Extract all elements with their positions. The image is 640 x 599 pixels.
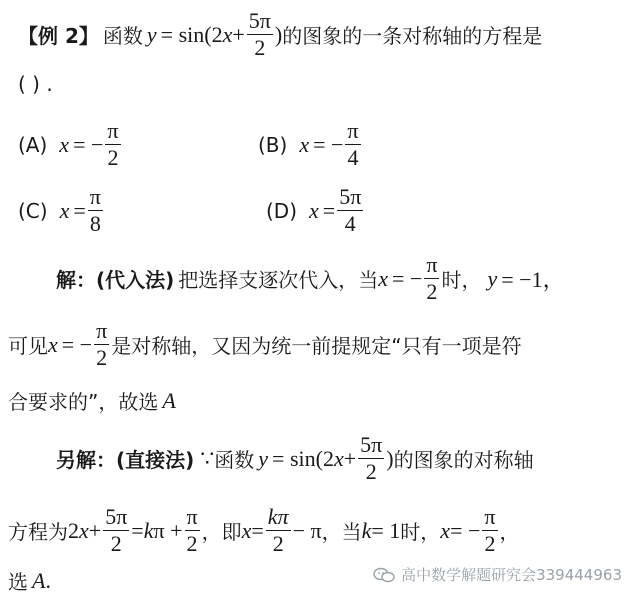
fraction: $\frac{5\pi}{2}$ [360,432,383,484]
math-text: = − [392,265,423,291]
math-var: x [59,197,70,223]
question-text: 的图象的一条对称轴的方程是 [282,24,543,48]
math-var: x [309,197,319,223]
alt-text: 方程为 [8,520,68,544]
math-var: x [79,517,89,543]
option-label: (C) [18,198,48,223]
fraction: $\frac{5\pi}{2}$ [248,8,271,60]
alt-text: ， [499,520,520,544]
option-label: (B) [258,132,288,157]
fraction: $\frac{k\pi}{2}$ [267,504,289,556]
math-text: . [45,567,51,593]
math-text: = [251,517,264,543]
math-text: = [73,197,86,223]
alt-line-3 [8,566,51,595]
math-text: = − [61,331,93,357]
alt-line-2 [8,504,520,557]
math-var: k [361,517,372,543]
math-var: y [487,265,498,291]
math-text: 2 [68,517,79,543]
math-text: ) [274,21,283,47]
answer-blank: ( ) . [18,72,53,96]
fraction: $\frac{\pi}{2}$ [426,252,438,304]
wechat-logo-icon [373,567,395,583]
math-var: x [299,131,310,157]
alt-text: 时， [400,520,441,544]
solution-text: 把选择支逐次代入，当 [178,268,379,292]
alt-text: 函数 [214,448,255,472]
math-var: x [241,517,252,543]
alt-line-1 [56,432,534,485]
answer-paren [18,72,53,96]
math-text: = − [450,517,481,543]
fraction: $\frac{\pi}{4}$ [347,118,359,170]
alt-heading: 另解：(直接法) [56,448,195,472]
math-text: + [343,445,357,471]
option-label: (D) [266,198,298,223]
math-text: + [88,517,102,543]
math-var: x [378,265,389,291]
math-text: − π [292,517,322,543]
option-a [18,118,123,171]
fraction: $\frac{\pi}{2}$ [186,504,198,556]
option-label: (A) [18,132,48,157]
math-text: = − [313,131,344,157]
math-var: A [32,567,46,593]
solution-line-2 [8,318,522,371]
math-var: x [59,131,70,157]
watermark-text: 高中数学解题研究会339444963 [401,566,622,584]
math-var: x [48,331,58,357]
option-c [18,184,105,237]
solution-text: 合要求的”，故选 [8,390,159,414]
math-text: ) [386,445,394,471]
math-text: π + [153,517,183,543]
math-var: A [162,387,176,413]
solution-line-3 [8,386,176,415]
because-symbol: ∵ [200,445,215,471]
math-var: x [440,517,451,543]
math-var: x [222,21,233,47]
math-var: y [258,445,269,471]
math-var: x [333,445,344,471]
math-text: = sin(2 [160,21,223,47]
question-line [18,8,542,61]
example-label: 【例 2】 [18,24,99,48]
math-var: y [146,21,157,47]
fraction: $\frac{5\pi}{4}$ [339,184,362,236]
solution-text: 是对称轴，又因为统一前提规定“只有一项是符 [111,334,522,358]
question-text: 函数 [102,24,143,48]
math-text: + [232,21,245,47]
math-text: = sin(2 [272,445,334,471]
math-text: = −1， [501,267,565,292]
math-var: k [143,517,154,543]
solution-text: 时， [441,268,482,292]
fraction: $\frac{5\pi}{2}$ [105,504,128,556]
solution-line-1 [56,252,565,305]
fraction: $\frac{\pi}{2}$ [107,118,119,170]
alt-text: ，即 [201,520,242,544]
math-text: = 1 [371,517,401,543]
solution-heading: 解：(代入法) [56,268,175,292]
fraction: $\frac{\pi}{8}$ [89,184,101,236]
math-text: = − [73,131,104,157]
fraction: $\frac{\pi}{2}$ [484,504,496,556]
alt-text: 选 [8,570,28,594]
option-b [258,118,363,171]
alt-text: ，当 [321,520,362,544]
solution-text: 可见 [8,334,48,358]
math-text: = [322,197,336,223]
fraction: $\frac{\pi}{2}$ [96,318,108,370]
watermark [373,564,622,585]
alt-text: 的图象的对称轴 [393,448,534,472]
math-text: = [131,517,144,543]
option-d [266,184,365,237]
